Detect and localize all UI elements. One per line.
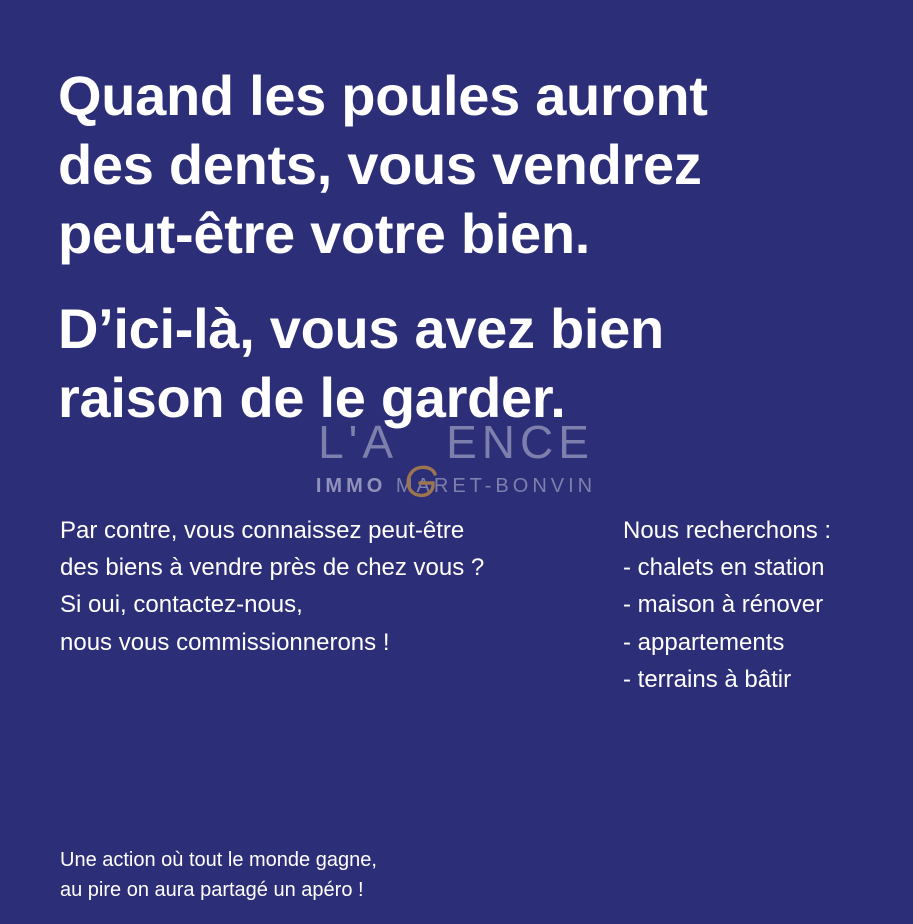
footer-line-2: au pire on aura partagé un apéro !	[60, 879, 364, 901]
footer-note	[60, 845, 660, 905]
body-left-line-4: nous vous commissionnerons !	[60, 628, 390, 656]
logo-wordmark	[318, 415, 594, 469]
headline-primary-line-2: des dents, vous vendrez	[58, 132, 702, 196]
headline-secondary-line-2: raison de le garder.	[58, 365, 566, 429]
search-criteria-item: - maison à rénover	[623, 591, 824, 619]
headline-secondary-line-1: D’ici-là, vous avez bien	[58, 297, 664, 360]
logo-subtitle-name: MARET-BONVIN	[395, 475, 597, 497]
headline-primary-line-1: Quand les poules auront	[58, 64, 708, 127]
logo-wordmark-before: L'A	[318, 416, 399, 468]
agency-logo	[296, 415, 616, 498]
search-criteria-item: - chalets en station	[623, 554, 825, 582]
logo-subtitle	[296, 475, 616, 498]
body-left-line-2: des biens à vendre près de chez vous ?	[60, 554, 485, 582]
headline-primary-line-3: peut-être votre bien.	[58, 201, 591, 265]
headline-secondary	[58, 295, 818, 433]
search-criteria-item: - appartements	[623, 628, 785, 656]
swirl-icon	[402, 462, 442, 502]
headline-primary	[58, 62, 818, 269]
logo-subtitle-immo: IMMO	[315, 475, 387, 497]
search-criteria-item: - terrains à bâtir	[623, 665, 792, 693]
search-criteria-list	[623, 512, 893, 698]
body-left-line-3: Si oui, contactez-nous,	[60, 591, 303, 619]
body-left-line-1: Par contre, vous connaissez peut-être	[60, 517, 465, 544]
footer-line-1: Une action où tout le monde gagne,	[60, 849, 377, 871]
search-criteria-title: Nous recherchons :	[623, 517, 832, 544]
body-text-left	[60, 512, 600, 661]
logo-wordmark-after: ENCE	[446, 416, 594, 468]
